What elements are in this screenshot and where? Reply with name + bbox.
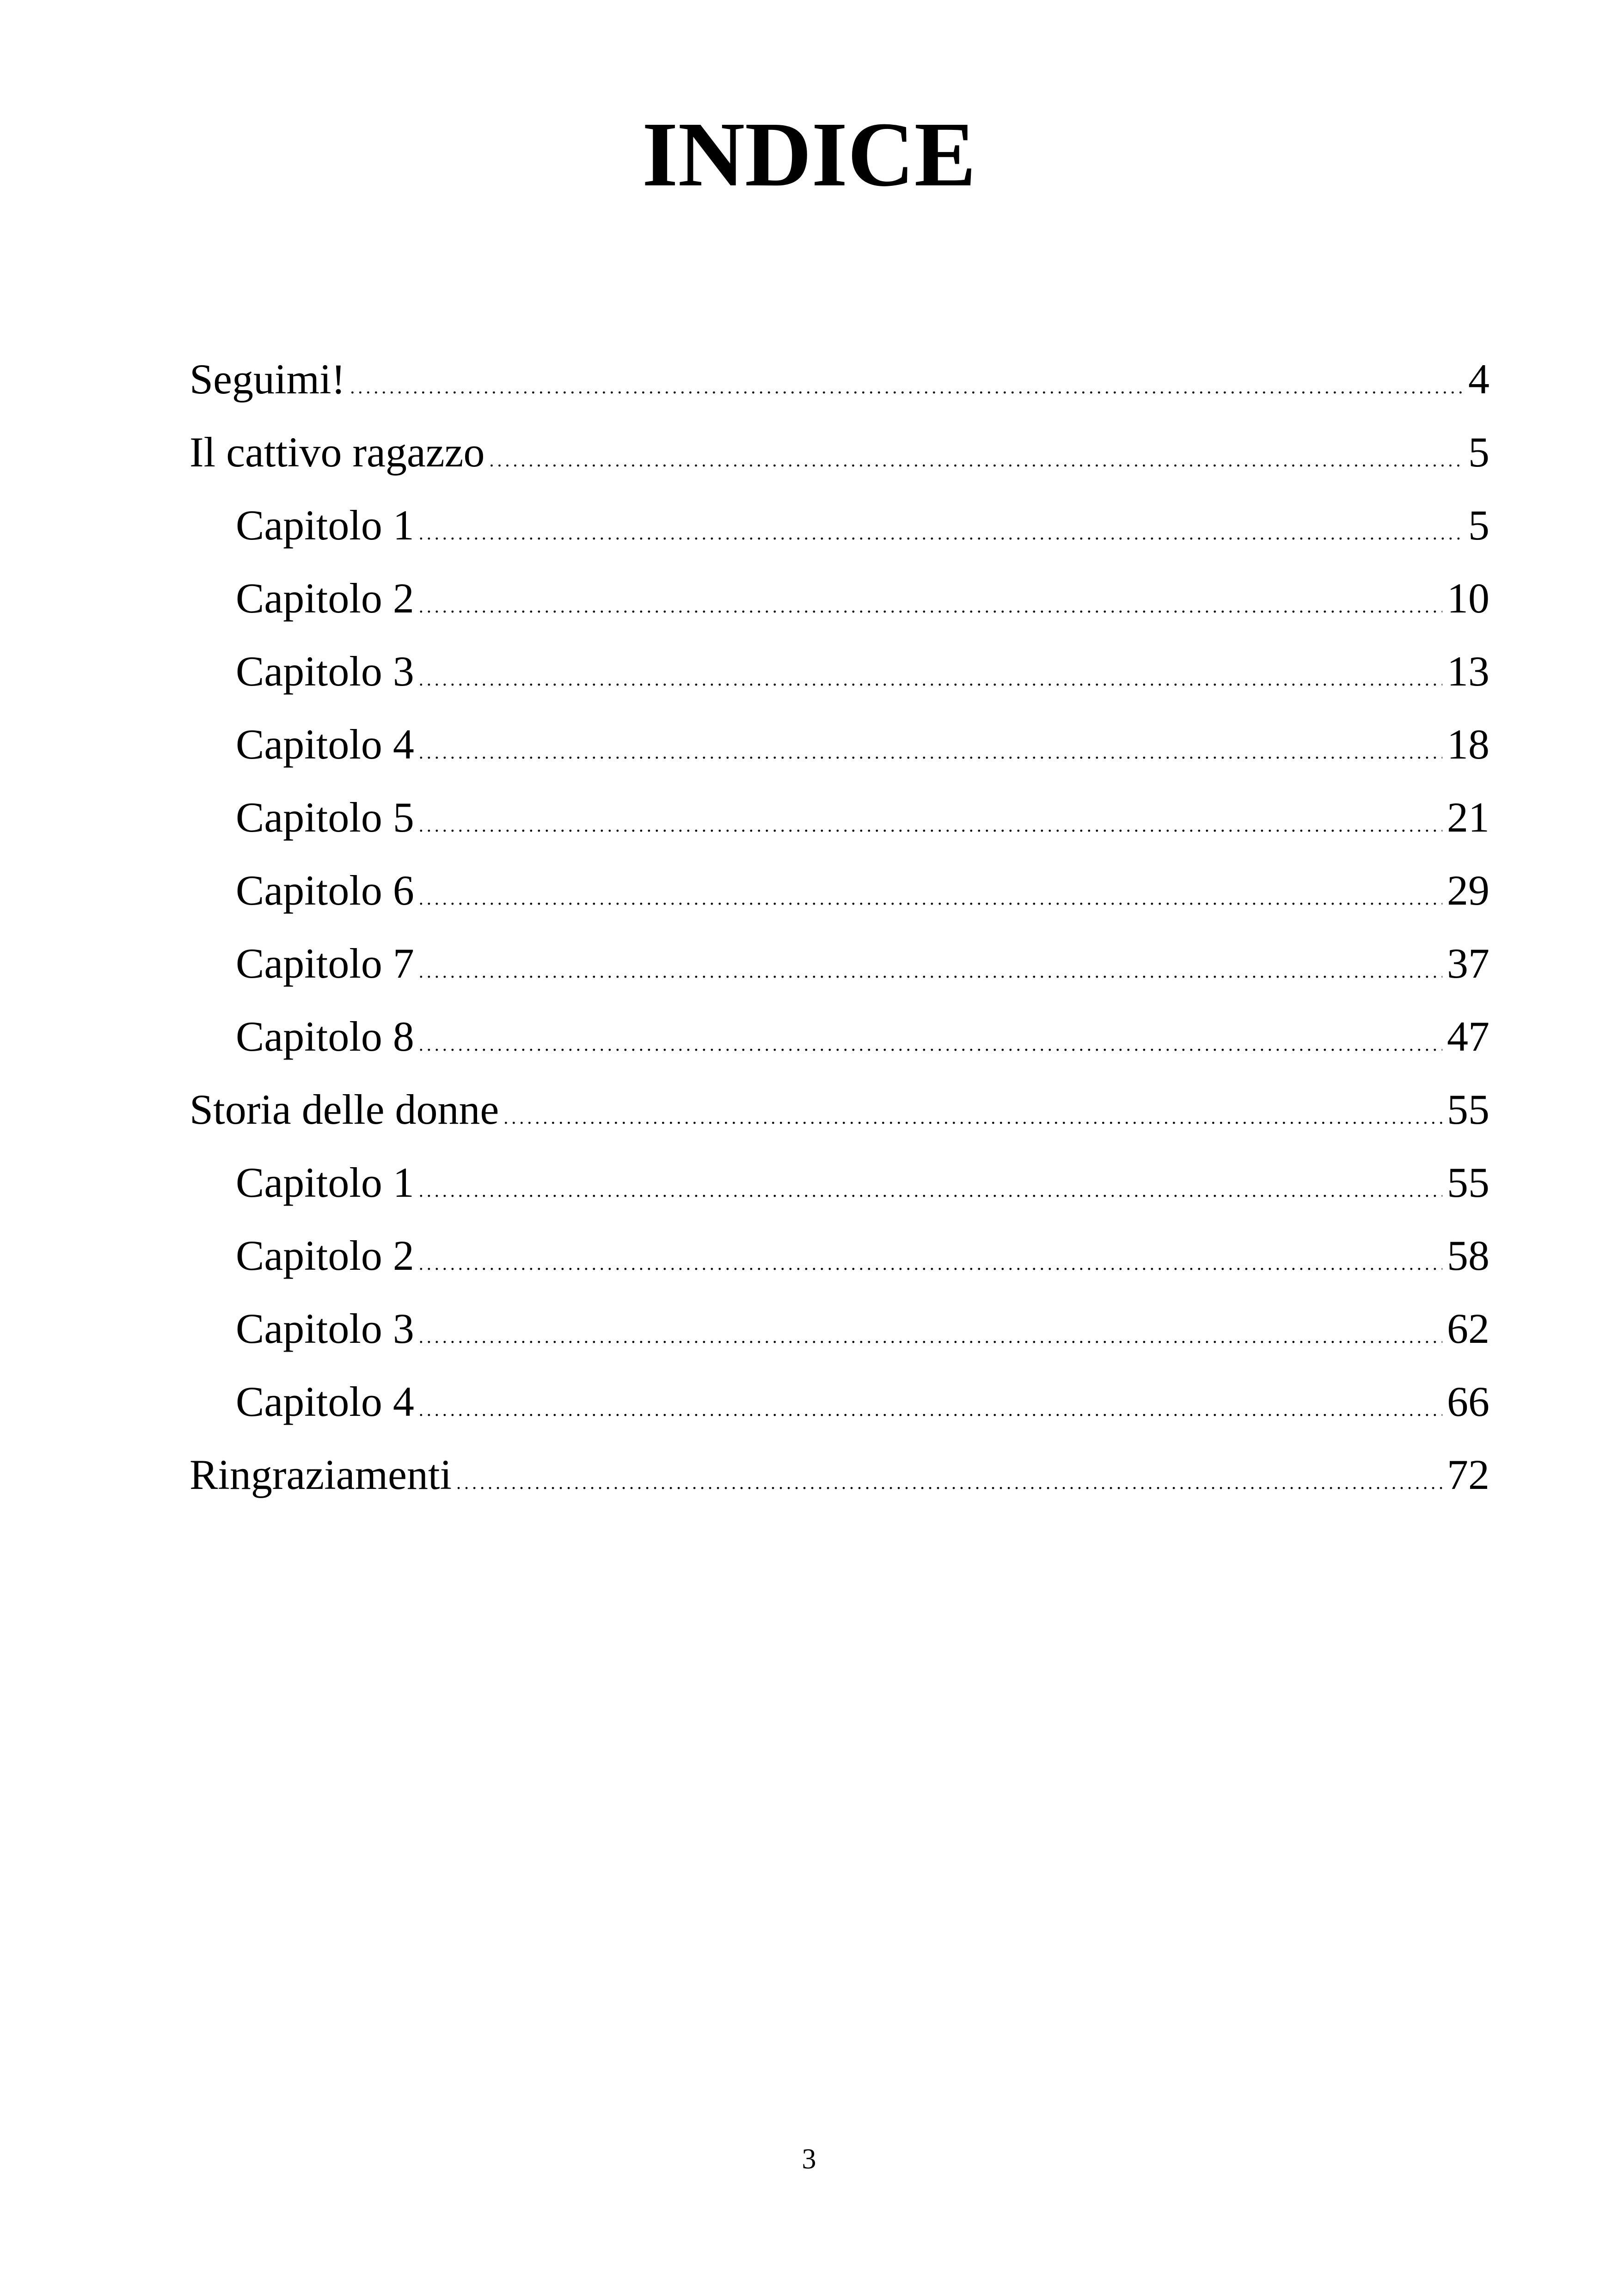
toc-entry-label: Capitolo 1 bbox=[236, 502, 414, 549]
dot-leader bbox=[490, 424, 1464, 497]
toc-entry[interactable] bbox=[190, 1073, 1489, 1146]
toc-entry-label: Capitolo 7 bbox=[236, 940, 414, 987]
toc-entry-label: Ringraziamenti bbox=[190, 1451, 452, 1498]
toc-entry[interactable] bbox=[190, 1292, 1489, 1365]
toc-entry[interactable] bbox=[190, 1438, 1489, 1511]
toc-entry-label: Capitolo 5 bbox=[236, 794, 414, 841]
toc-entry[interactable] bbox=[190, 1000, 1489, 1073]
toc-entry[interactable] bbox=[190, 1219, 1489, 1292]
toc-entry[interactable] bbox=[190, 781, 1489, 854]
dot-leader bbox=[419, 1227, 1442, 1300]
toc-entry-page: 55 bbox=[1447, 1159, 1489, 1206]
toc-entry[interactable] bbox=[190, 635, 1489, 708]
toc-entry-page: 21 bbox=[1447, 794, 1489, 841]
toc-entry[interactable] bbox=[190, 416, 1489, 489]
toc-entry-label: Il cattivo ragazzo bbox=[190, 429, 485, 476]
toc-entry-label: Capitolo 2 bbox=[236, 575, 414, 622]
dot-leader bbox=[419, 497, 1464, 570]
toc-entry[interactable] bbox=[190, 854, 1489, 927]
toc-entry[interactable] bbox=[190, 489, 1489, 562]
toc-entry[interactable] bbox=[190, 927, 1489, 1000]
dot-leader bbox=[419, 643, 1442, 716]
toc-entry-label: Capitolo 2 bbox=[236, 1232, 414, 1279]
table-of-contents bbox=[190, 343, 1489, 1511]
toc-entry-page: 47 bbox=[1447, 1013, 1489, 1060]
toc-entry-page: 58 bbox=[1447, 1232, 1489, 1279]
toc-entry-page: 13 bbox=[1447, 648, 1489, 695]
toc-entry[interactable] bbox=[190, 708, 1489, 781]
toc-entry-page: 72 bbox=[1447, 1451, 1489, 1498]
dot-leader bbox=[419, 1373, 1442, 1446]
dot-leader bbox=[419, 935, 1442, 1008]
page-title: INDICE bbox=[642, 104, 976, 206]
toc-entry-page: 18 bbox=[1447, 721, 1489, 768]
toc-entry-label: Capitolo 6 bbox=[236, 867, 414, 914]
toc-entry-page: 5 bbox=[1468, 502, 1489, 549]
dot-leader bbox=[419, 789, 1442, 862]
toc-entry-label: Storia delle donne bbox=[190, 1086, 499, 1133]
toc-entry[interactable] bbox=[190, 343, 1489, 416]
toc-entry[interactable] bbox=[190, 1146, 1489, 1219]
dot-leader bbox=[350, 351, 1464, 424]
toc-entry-label: Seguimi! bbox=[190, 355, 346, 403]
toc-entry-page: 66 bbox=[1447, 1378, 1489, 1425]
toc-entry-page: 29 bbox=[1447, 867, 1489, 914]
dot-leader bbox=[419, 862, 1442, 935]
toc-entry-label: Capitolo 4 bbox=[236, 721, 414, 768]
toc-entry[interactable] bbox=[190, 1365, 1489, 1438]
toc-entry-page: 55 bbox=[1447, 1086, 1489, 1133]
dot-leader bbox=[419, 1008, 1442, 1081]
toc-entry-page: 62 bbox=[1447, 1305, 1489, 1352]
dot-leader bbox=[419, 716, 1442, 789]
dot-leader bbox=[419, 1154, 1442, 1227]
toc-entry-label: Capitolo 1 bbox=[236, 1159, 414, 1206]
toc-entry-page: 10 bbox=[1447, 575, 1489, 622]
toc-entry[interactable] bbox=[190, 562, 1489, 635]
toc-entry-page: 37 bbox=[1447, 940, 1489, 987]
toc-entry-page: 4 bbox=[1468, 355, 1489, 403]
toc-entry-label: Capitolo 4 bbox=[236, 1378, 414, 1425]
toc-entry-label: Capitolo 3 bbox=[236, 648, 414, 695]
dot-leader bbox=[456, 1446, 1442, 1519]
toc-entry-label: Capitolo 8 bbox=[236, 1013, 414, 1060]
dot-leader bbox=[419, 1300, 1442, 1373]
toc-entry-page: 5 bbox=[1468, 429, 1489, 476]
dot-leader bbox=[419, 570, 1442, 643]
toc-entry-label: Capitolo 3 bbox=[236, 1305, 414, 1352]
page-number: 3 bbox=[802, 2143, 816, 2175]
dot-leader bbox=[503, 1081, 1442, 1154]
